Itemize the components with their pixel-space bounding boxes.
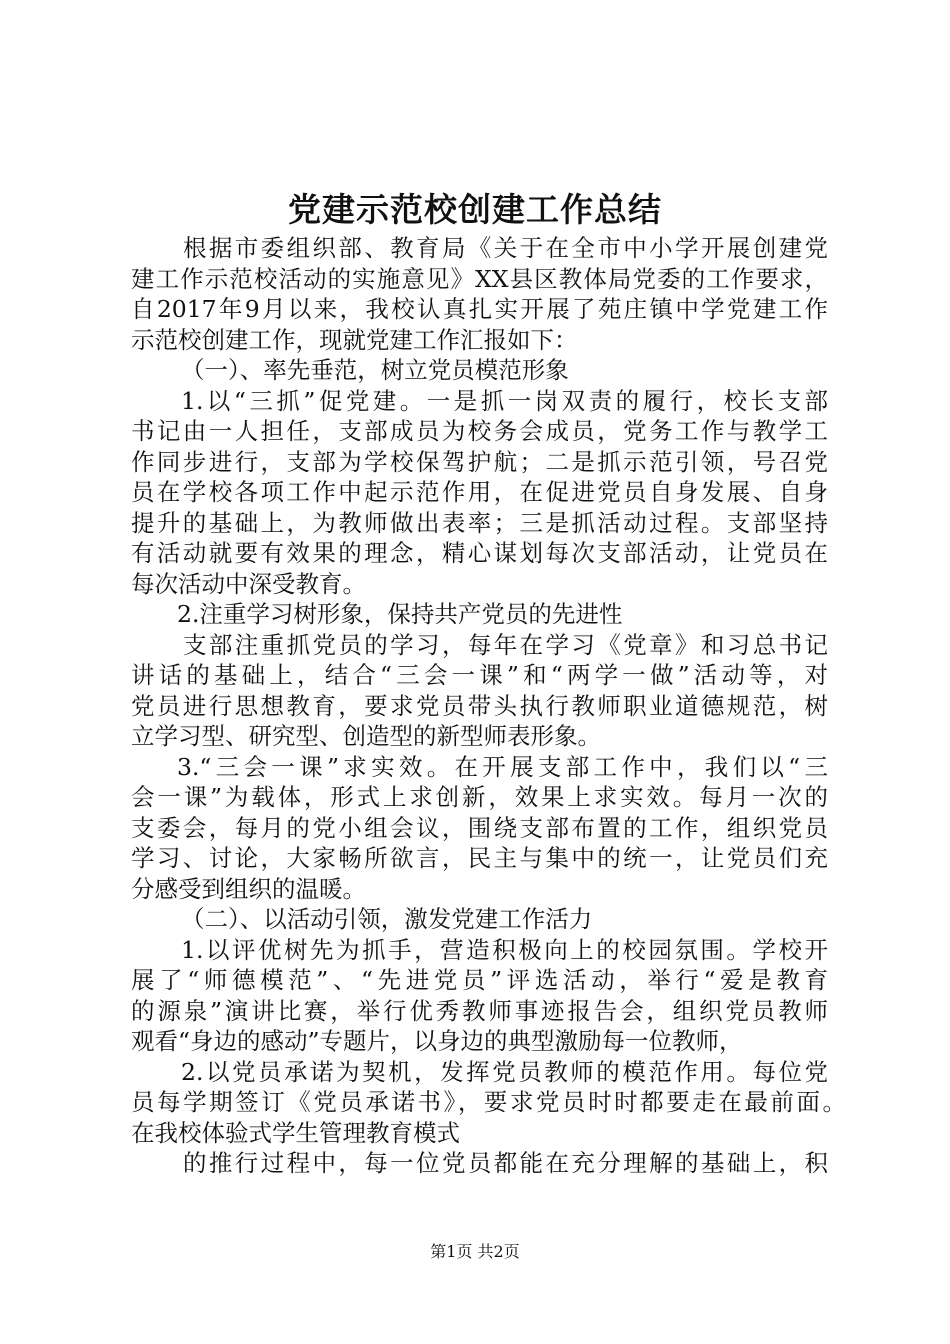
body-line: 的源泉”演讲比赛，举行优秀教师事迹报告会，组织党员教师 (131, 996, 828, 1025)
body-line: 会一课”为载体，形式上求创新，效果上求实效。每月一次的 (131, 783, 828, 811)
body-line: 3.“三会一课”求实效。在开展支部工作中，我们以“三 (177, 752, 828, 781)
body-line: 立学习型、研究型、创造型的新型师表形象。 (131, 722, 601, 750)
body-line: 建工作示范校活动的实施意见》XX县区教体局党委的工作要求， (131, 264, 828, 293)
body-line: 支部注重抓党员的学习，每年在学习《党章》和习总书记 (183, 630, 828, 659)
body-line: 有活动就要有效果的理念，精心谋划每次支部活动，让党员在 (131, 539, 828, 567)
body-line: 作同步进行，支部为学校保驾护航；二是抓示范引领，号召党 (131, 447, 828, 476)
body-line: 每次活动中深受教育。 (131, 569, 366, 598)
body-line: 支委会，每月的党小组会议，围绕支部布置的工作，组织党员 (131, 813, 828, 842)
subsection-heading: 2.注重学习树形象，保持共产党员的先进性 (177, 600, 623, 628)
body-line: 展了“师德模范”、“先进党员”评选活动，举行“爱是教育 (131, 966, 828, 994)
body-line: 1.以“三抓”促党建。一是抓一岗双责的履行，校长支部 (181, 386, 828, 415)
page-title: 党建示范校创建工作总结 (288, 190, 662, 229)
body-line: 员在学校各项工作中起示范作用，在促进党员自身发展、自身 (131, 478, 828, 506)
section-heading: （二）、以活动引领，激发党建工作活力 (181, 905, 593, 933)
body-line: 的推行过程中，每一位党员都能在充分理解的基础上，积 (183, 1149, 828, 1177)
body-line: 学习、讨论，大家畅所欲言，民主与集中的统一，让党员们充 (131, 844, 828, 872)
body-line: 2.以党员承诺为契机，发挥党员教师的模范作用。每位党 (181, 1057, 828, 1086)
body-line: 根据市委组织部、教育局《关于在全市中小学开展创建党 (183, 234, 828, 262)
body-line: 在我校体验式学生管理教育模式 (131, 1118, 460, 1147)
page-footer: 第1页 共2页 (430, 1242, 520, 1261)
body-line: 党员进行思想教育，要求党员带头执行教师职业道德规范，树 (131, 691, 828, 720)
body-line: 示范校创建工作，现就党建工作汇报如下： (131, 325, 578, 354)
body-line: 分感受到组织的温暖。 (131, 874, 366, 903)
section-heading: （一）、率先垂范，树立党员模范形象 (181, 356, 569, 384)
body-line: 讲话的基础上，结合“三会一课”和“两学一做”活动等，对 (131, 661, 828, 689)
body-line: 员每学期签订《党员承诺书》，要求党员时时都要走在最前面。 (131, 1088, 846, 1116)
body-line: 1.以评优树先为抓手，营造积极向上的校园氛围。学校开 (181, 935, 828, 964)
body-line: 自2017年9月以来，我校认真扎实开展了苑庄镇中学党建工作 (131, 295, 828, 323)
body-line: 书记由一人担任，支部成员为校务会成员，党务工作与教学工 (131, 417, 828, 445)
body-line: 提升的基础上，为教师做出表率；三是抓活动过程。支部坚持 (131, 508, 828, 537)
body-line: 观看“身边的感动”专题片，以身边的典型激励每一位教师， (131, 1027, 743, 1055)
